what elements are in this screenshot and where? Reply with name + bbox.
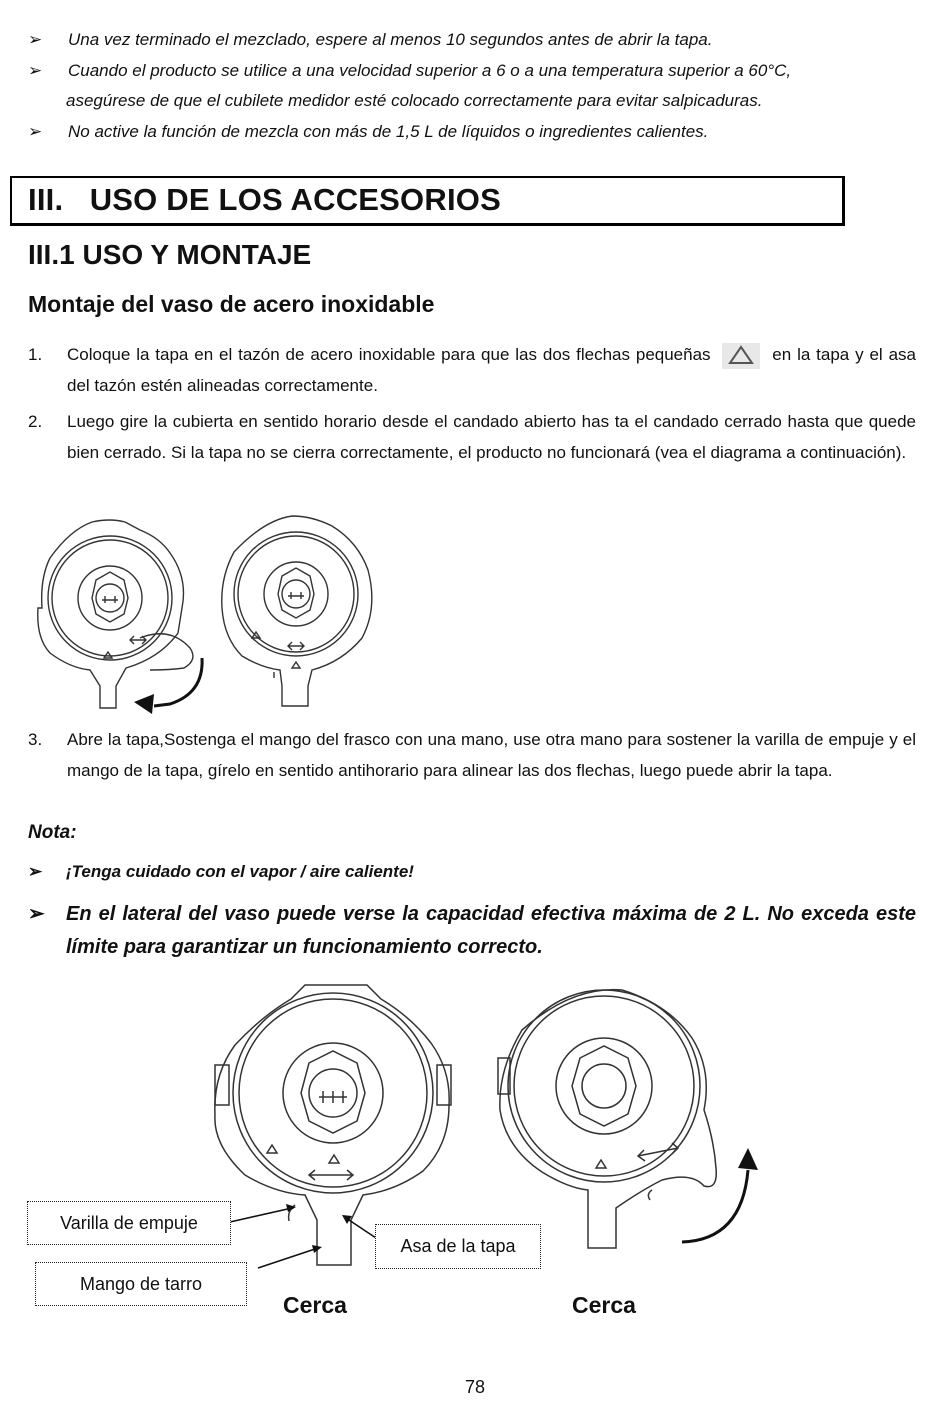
subsection-title: III.1 USO Y MONTAJE — [28, 239, 312, 270]
bullet-arrow-icon: ➢ — [28, 122, 43, 141]
note-label: Nota: — [28, 822, 77, 843]
section-heading-box — [10, 176, 845, 226]
bullet-arrow-icon: ➢ — [28, 903, 45, 925]
step-item — [28, 724, 916, 786]
step-number: 3. — [28, 730, 43, 749]
section-title: III. USO DE LOS ACCESORIOS — [28, 182, 501, 217]
warning-text: En el lateral del vaso puede verse la capacidad efectiva máxima de 2 L. No exceda este límite para garantizar un funcionamiento correcto. — [66, 903, 916, 958]
callout-text: Mango de tarro — [79, 1273, 203, 1294]
step-number: 1. — [28, 345, 43, 364]
bullet-text: No active la función de mezcla con más de 1,5 L de líquidos o ingredientes calientes. — [68, 122, 709, 141]
bullet-item — [28, 56, 928, 86]
callout-text: Asa de la tapa — [400, 1236, 516, 1256]
step-text: Luego gire la cubierta en sentido horario desde el candado abierto has ta el candado cerrado hasta que quede bien cerrado. Si la tapa no se cierra correctamente, el producto no funcionará (vea el diagrama a continuación). — [67, 412, 916, 462]
warning-item — [28, 898, 916, 964]
bullet-text: Una vez terminado el mezclado, espere al menos 10 segundos antes de abrir la tapa. — [68, 30, 713, 49]
callout-text: Varilla de empuje — [60, 1212, 198, 1233]
bullet-continuation — [28, 86, 928, 116]
blender-lid-closed-diagram — [212, 508, 392, 713]
step-text-before: Coloque la tapa en el tazón de acero inoxidable para que las dos flechas pequeñas — [67, 345, 711, 364]
bullet-text: Cuando el producto se utilice a una velocidad superior a 6 o a una temperatura superior a 60°C, — [68, 61, 792, 80]
bullet-arrow-icon: ➢ — [28, 61, 43, 80]
warning-text: ¡Tenga cuidado con el vapor / aire caliente! — [66, 862, 414, 881]
step-text-after: en la tapa y el asa del tazón estén alineadas correctamente. — [67, 345, 916, 395]
alignment-arrow-icon — [722, 343, 760, 369]
step-number: 2. — [28, 412, 43, 431]
bullet-arrow-icon: ➢ — [28, 30, 43, 49]
page-number: 78 — [464, 1377, 486, 1397]
step-text: Abre la tapa,Sostenga el mango del frasco con una mano, use otra mano para sostener la varilla de empuje y el mango de la tapa, gírelo en sentido antihorario para alinear las dos flechas, luego puede abrir la tapa. — [67, 730, 916, 780]
blender-lid-open-diagram — [30, 508, 220, 718]
bullet-arrow-icon: ➢ — [28, 862, 43, 881]
callout-jar-handle — [35, 1262, 247, 1306]
bullet-item — [28, 25, 928, 55]
assembly-heading: Montaje del vaso de acero inoxidable — [28, 291, 435, 317]
bullet-item — [28, 117, 928, 147]
callout-push-rod — [27, 1201, 231, 1245]
caption-left: Cerca — [283, 1292, 347, 1318]
bullet-text: asegúrese de que el cubilete medidor esté colocado correctamente para evitar salpicaduras. — [66, 91, 763, 110]
step-item — [28, 406, 916, 468]
callout-lid-handle — [375, 1224, 541, 1269]
warning-item — [28, 862, 916, 882]
caption-right: Cerca — [572, 1292, 636, 1318]
step-item — [28, 339, 916, 401]
step-text — [67, 339, 916, 401]
